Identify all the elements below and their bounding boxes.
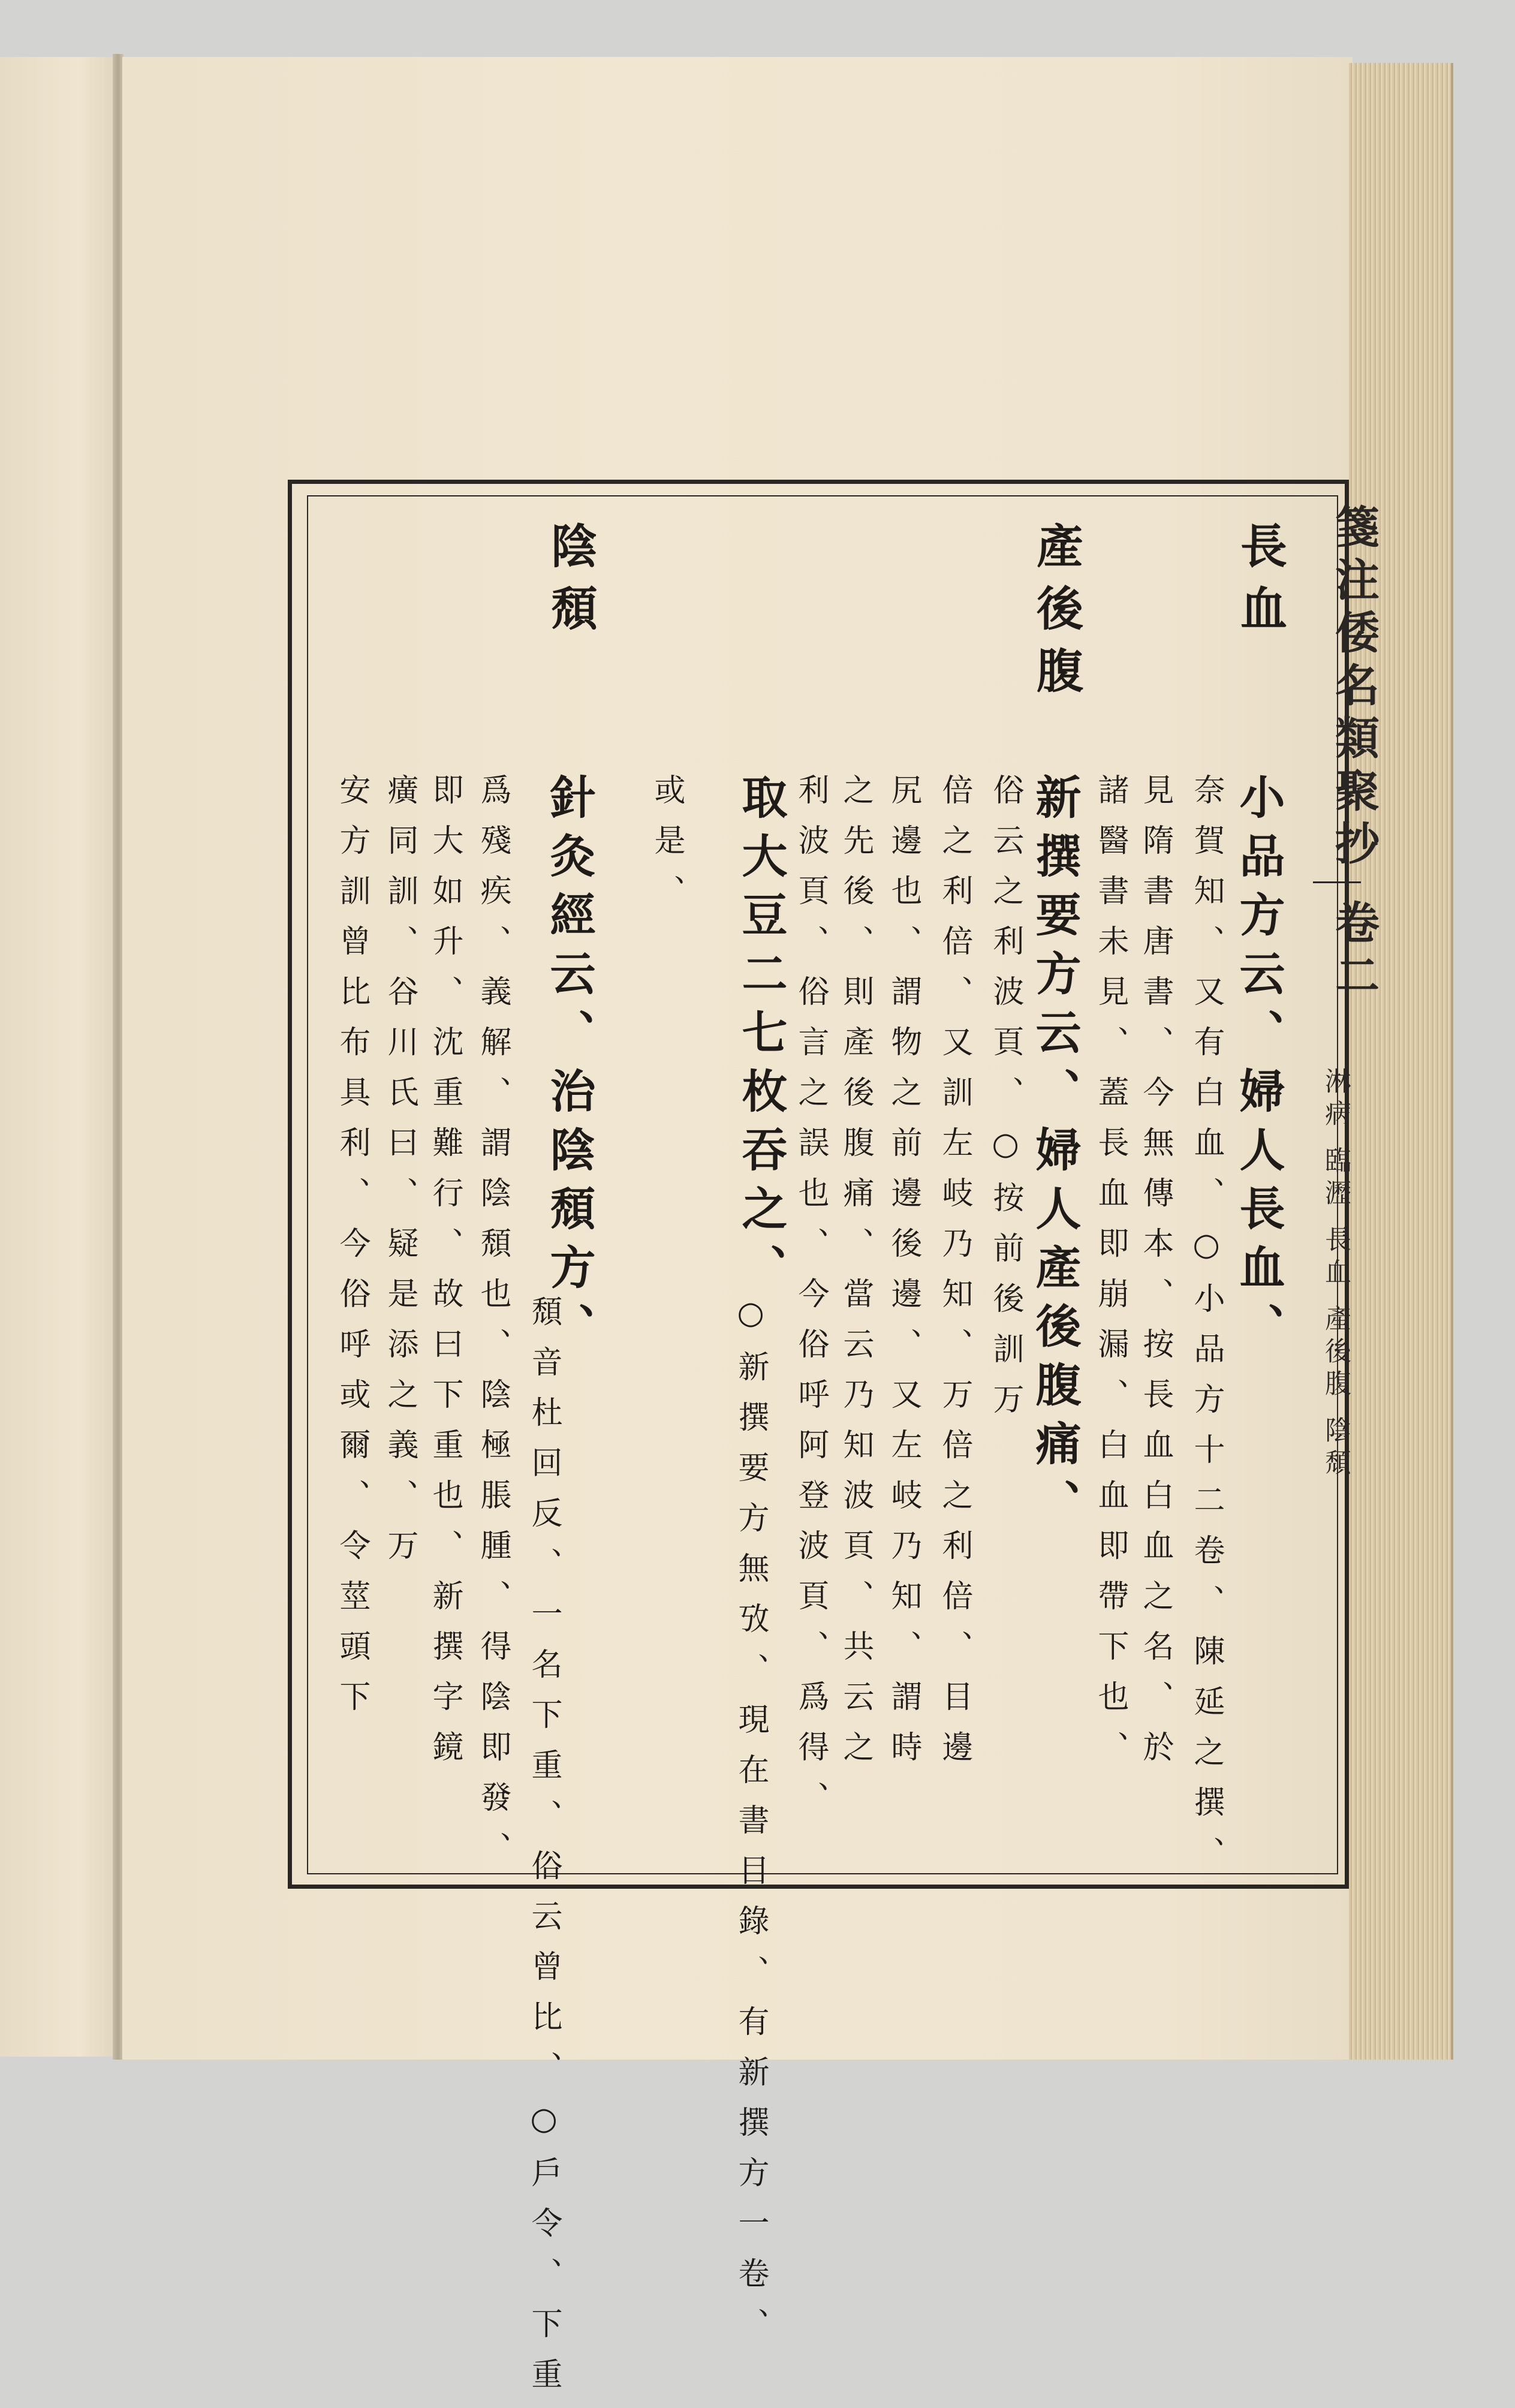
entry-line: 之先後、則產後腹痛、當云乃知波頁、共云之 [838,773,874,1781]
entry-heading: 陰頹 [543,522,598,646]
entry-line: 頹音杜回反、一名下重、俗云曾比、○戶令、下重 [526,1295,562,2408]
entry-heading: 產後腹 [1029,522,1083,709]
entry-line: 俗云之利波頁、○按前後訓万 [987,773,1023,1433]
entry-line: 或是、 [649,773,685,925]
entry-line: ○新撰要方無攷、現在書目錄、有新撰方一卷、 [733,1295,769,2358]
volume-label: 卷二 [1328,899,1380,1005]
entry-line: 癀同訓、谷川氏曰、疑是添之義、万 [382,773,418,1579]
entry-line: 即大如升、沈重難行、故曰下重也、新撰字鏡 [427,773,463,1781]
title-divider [1313,881,1361,883]
entry-line: 奈賀知、又有白血、○小品方十二卷、陳延之撰、 [1188,773,1224,1886]
entry-line: 見隋書唐書、今無傳本、按長血白血之名、於 [1137,773,1173,1781]
running-title: 箋注倭名類聚抄 [1328,504,1380,873]
section-topics: 淋病 臨瀝 長血 產後腹 陰頹 [1320,1067,1351,1481]
page-edges [1349,63,1453,2060]
entry-line: 尻邊也、謂物之前邊後邊、又左岐乃知、謂時 [885,773,921,1781]
entry-line: 爲殘疾、義解、謂陰頹也、陰極脹腫、得陰即發、 [475,773,511,1882]
entry-line: 新撰要方云、婦人產後腹痛、 [1028,773,1082,1537]
entry-line: 倍之利倍、又訓左岐乃知、万倍之利倍、目邊 [936,773,972,1781]
entry-line: 取大豆二七枚吞之、 [734,773,788,1302]
entry-line: 安方訓曾比布具利、今俗呼或爾、令莖頭下 [334,773,370,1730]
entry-heading: 長血 [1233,522,1287,646]
entry-line: 針灸經云、治陰頹方、 [543,773,596,1361]
entry-line: 利波頁、俗言之誤也、今俗呼阿登波頁、爲得、 [793,773,829,1831]
left-page [0,57,114,2057]
entry-line: 諸醫書未見、蓋長血即崩漏、白血即帶下也、 [1092,773,1128,1781]
entry-line: 小品方云、婦人長血、 [1232,773,1285,1361]
